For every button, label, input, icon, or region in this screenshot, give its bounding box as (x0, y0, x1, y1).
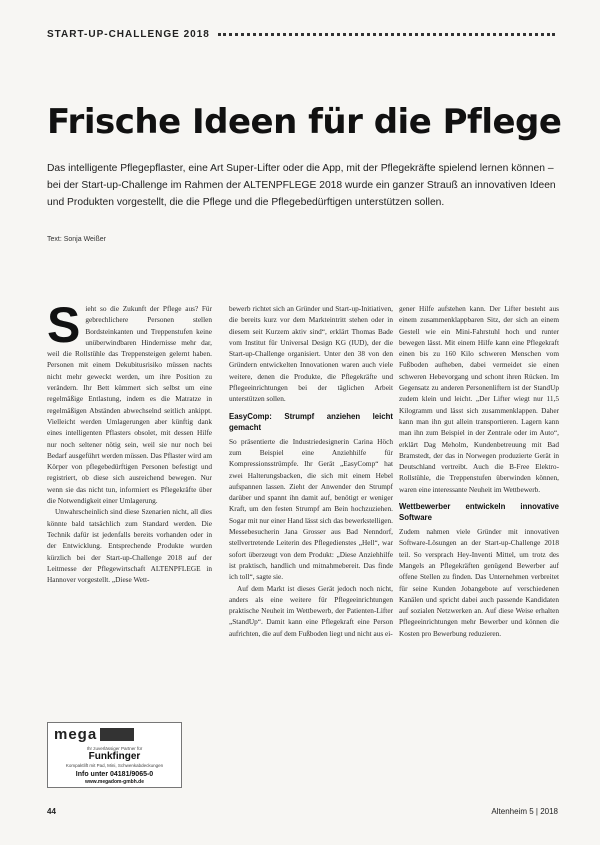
ad-subtext: Kompaktlift mit Pad, Mini, Schwenkabdeckungen (65, 763, 164, 768)
ad-tagline: Ihr zuverlässiger Partner für (86, 746, 143, 751)
rubric-header (47, 26, 555, 42)
drop-cap: S (47, 297, 81, 353)
paragraph: Zudem nahmen viele Gründer mit innovativen Software-Lösungen an der Start-up-Challenge 2018 teil. So versprach Hey-Inventi Mittel, um trotz des Mangels an Pflegekräften genügend Bewerber auf offene Stellen zu finden. Das Unternehmen verbreitet für seine Kunden Jobangebote auf verschiedenen Kanälen und spricht dabei auch passende Kandidaten auf sozialen Netzwerken an. Auf diese Weise erhalten Pflegeeinrichtungen mehr Bewerber und können die Kosten pro Bewerbung reduzieren. (399, 527, 559, 638)
advertisement-box (47, 722, 182, 788)
rubric-dotted-rule (218, 33, 555, 36)
page-number: 44 (47, 807, 56, 816)
ad-logo-mark (100, 728, 134, 741)
ad-logo-text: mega (54, 726, 98, 743)
text-column-1 (47, 297, 212, 585)
issue-info: Altenheim 5 | 2018 (491, 807, 558, 816)
paragraph: gener Hilfe aufstehen kann. Der Lifter besteht aus einem zusammenklappbaren Sitz, der sich an einem Gestell wie ein Mini-Fahrstuhl hoch und runter bewegen lässt. Mit einem Hilfe kann eine Pflegekraft einen bis zu 160 Kilo schweren Menschen vom Fußboden aufheben, dabei vermeidet sie einen schweren Hebevorgang und schont ihren Rücken. Im Gegensatz zu anderen Personenliftern ist der StandUp zudem klein und leicht. „Der Lifter wiegt nur 11,5 Kilogramm und lässt sich zusammenklappen. Daher kann man ihn gut allein transportieren. Lagern kann man ihn zum Beispiel in der Zentrale oder im Auto“, erklärt Dag Meholm, Kundenbetreuung mit Bad Bramstedt, der das in Norwegen produzierte Gerät in Deutschland vertreibt. Auch die B-Free Elektro-Rollstühle, die Treppenstufen überwinden können, waren eine interessante Neuheit im Wettbewerb. (399, 304, 559, 494)
paragraph: ieht so die Zukunft der Pflege aus? Für gebrechlichere Personen stellen Bordsteinkanten und Treppenstufen keine unüberwindbaren Hindernisse mehr dar, weil die Rollstühle das Treppensteigen gelernt haben. Personen mit einem Dekubitusrisiko müssen nachts nicht mehr geweckt werden, um ihre Position zu verändern. Ihr Bett kümmert sich selbst um eine regelmäßige Entlastung, indem es die Matratze in regelmäßigen Abständen abwechselnd seitlich ankippt. Vielleicht werden Umlagerungen aber künftig dank eines intelligenten Pflasters obsolet, mit dessen Hilfe nur noch seltener nötig sein, weil sie nur noch bei Bedarf ausgeführt werden müssen. Das Pflaster wird am Körper von pflegebedürftigen Personen befestigt und registriert, ob diese sich ausreichend bewegen. Nur wenn sie das nicht tun, informiert es Pflegekräfte über die Notwendigkeit einer Umlagerung. (47, 304, 212, 506)
text-column-2 (229, 303, 393, 639)
rubric-label: START-UP-CHALLENGE 2018 (47, 28, 210, 40)
byline: Text: Sonja Weißer (47, 236, 107, 243)
paragraph: So präsentierte die Industriedesignerin Carina Höch zum Beispiel eine Anziehhilfe für Kompressionsstrümpfe. Ihr Gerät „EasyComp“ hat zwei Halterungsbacken, die sich mit einem Hebel aufspannen lassen. Zieht der Anwender den Strumpf darüber und spannt ihn damit auf, benötigt er weniger Kraft, um den festen Strumpf am Bein hochzuziehen. Sogar mit nur einer Hand lässt sich das bewerkstelligen. Messebesucherin Jana Grosser aus Bad Nenndorf, stellvertretende Leiterin des Pflegedienstes „Hell“, war sofort überzeugt von dem Produkt: „Diese Anziehhilfe ist praktisch, handlich und mitnahmebereit. Das finde ich toll“, sagte sie. (229, 436, 393, 582)
ad-product-name: Funkfinger (88, 751, 141, 762)
paragraph: Unwahrscheinlich sind diese Szenarien nicht, all dies könnte bald tatsächlich zum Standard werden. Die Technik dafür ist jedenfalls bereits vorhanden oder in der Entwicklung. Entsprechende Produkte wurden kürzlich bei der Start-up-Challenge 2018 auf der Leitmesse der Pflegewirtschaft ALTENPFLEGE in Hannover vorgestellt. „Diese Wett- (47, 507, 212, 585)
ad-website: www.megadom-gmbh.de (85, 779, 144, 785)
ad-logo (54, 726, 134, 743)
subheading: Wettbewerber entwickeln innovative Software (399, 502, 559, 523)
subheading: EasyComp: Strumpf anziehen leicht gemacht (229, 411, 393, 432)
text-column-3 (399, 303, 559, 639)
ad-phone: Info unter 04181/9065-0 (75, 771, 154, 778)
article-title: Frische Ideen für die Pflege (47, 102, 562, 142)
paragraph: bewerb richtet sich an Gründer und Start-up-Initiativen, die bereits kurz vor dem Markteintritt stehen oder in diesem seit Kurzem aktiv sind“, erklärt Thomas Bade vom Institut für Universal Design KG (IUD), der die Start-up-Challenge organisiert. Unter den 38 von den Gründern entwickelten Innovationen waren auch viele weitere, denen die Produkte, die Pflegekräfte und Pflegeeinrichtungen bei der täglichen Arbeit unterstützen sollen. (229, 304, 393, 404)
article-lead: Das intelligente Pflegepflaster, eine Art Super-Lifter oder die App, mit der Pflegekräfte spielend lernen können – bei der Start-up-Challenge im Rahmen der ALTENPFLEGE 2018 wurde ein ganzer Strauß an innovativen Ideen und Produkten vorgestellt, die die Pflege und die Pflegebedürftigen unterstützen sollen. (47, 163, 556, 208)
paragraph: Auf dem Markt ist dieses Gerät jedoch noch nicht, anders als eine weitere für Pflegeeinrichtungen praktische Neuheit im Wettbewerb, der Patienten-Lifter „StandUp“. Damit kann eine Pflegekraft eine Person aufrichten, die auf dem Fußboden liegt und nicht aus ei- (229, 583, 393, 638)
